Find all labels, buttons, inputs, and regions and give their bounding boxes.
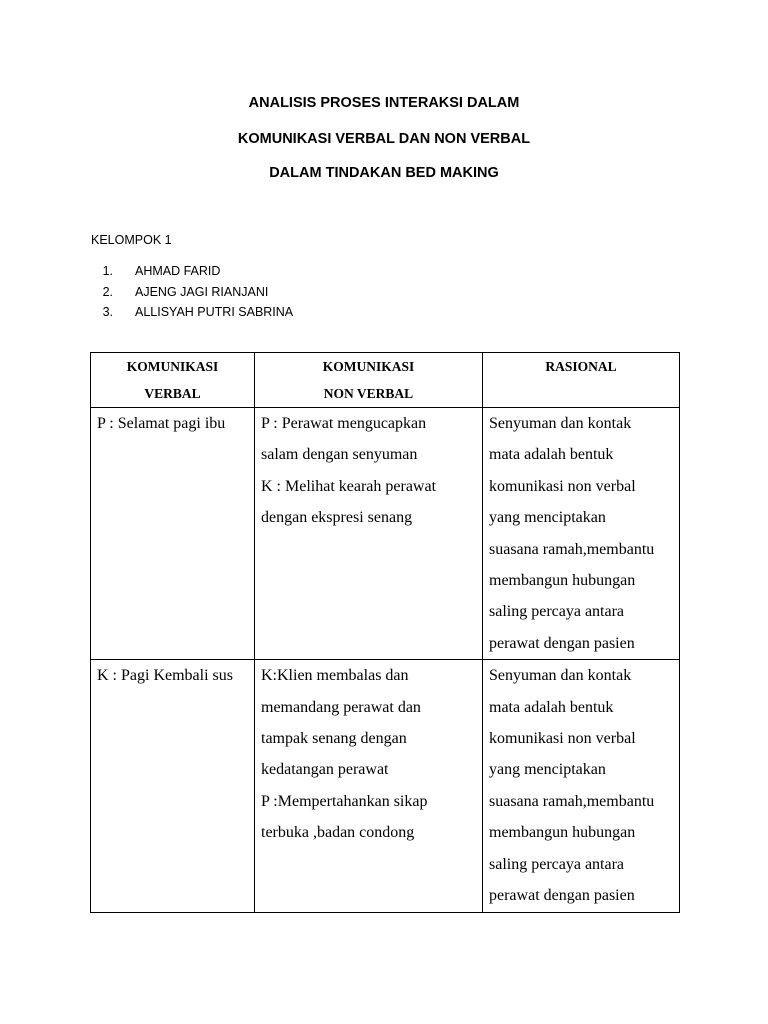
- header-rasional: [483, 353, 680, 408]
- document-title-line-1: ANALISIS PROSES INTERAKSI DALAM: [248, 95, 520, 111]
- cell-text-line: terbuka ,badan condong: [261, 824, 415, 842]
- group-label: KELOMPOK 1: [91, 233, 172, 247]
- header-line: KOMUNIKASI: [322, 359, 415, 374]
- header-line: RASIONAL: [545, 359, 617, 374]
- cell-text-line: yang menciptakan: [489, 761, 606, 779]
- table-row: [91, 408, 680, 660]
- header-line: VERBAL: [144, 386, 201, 401]
- cell-rasional: [483, 408, 680, 660]
- member-number: 1.: [102, 264, 113, 278]
- document-title-line-2: KOMUNIKASI VERBAL DAN NON VERBAL: [237, 131, 531, 147]
- cell-text-line: tampak senang dengan: [261, 730, 407, 748]
- cell-text-line: perawat dengan pasien: [489, 887, 635, 905]
- cell-text-line: saling percaya antara: [489, 855, 625, 873]
- cell-text-line: perawat dengan pasien: [489, 634, 635, 652]
- member-number: 3.: [102, 305, 113, 319]
- cell-text-line: P : Perawat mengucapkan: [261, 415, 427, 432]
- header-komunikasi-verbal: [91, 353, 255, 408]
- cell-verbal: [91, 408, 255, 660]
- cell-text-line: P :Mempertahankan sikap: [261, 792, 428, 810]
- cell-text-line: yang menciptakan: [489, 509, 606, 527]
- member-name: AJENG JAGI RIANJANI: [135, 284, 269, 299]
- header-komunikasi-non-verbal: [255, 353, 483, 408]
- member-name: AHMAD FARID: [135, 264, 221, 278]
- cell-text-line: komunikasi non verbal: [489, 730, 636, 748]
- cell-non-verbal: [255, 408, 483, 660]
- cell-text-line: saling percaya antara: [489, 603, 625, 621]
- cell-non-verbal: [255, 660, 483, 912]
- table-row: [91, 660, 680, 912]
- cell-text-line: P : Selamat pagi ibu: [97, 415, 226, 432]
- cell-text-line: suasana ramah,membantu: [489, 792, 655, 810]
- cell-text-line: Senyuman dan kontak: [489, 667, 632, 685]
- cell-text-line: kedatangan perawat: [261, 761, 389, 779]
- document-title-line-3: DALAM TINDAKAN BED MAKING: [269, 165, 499, 181]
- cell-text-line: K : Melihat kearah perawat: [261, 477, 437, 495]
- table-header-row: [91, 353, 680, 408]
- cell-text-line: K : Pagi Kembali sus: [97, 667, 233, 685]
- cell-text-line: membangun hubungan: [489, 572, 636, 590]
- cell-text-line: Senyuman dan kontak: [489, 415, 632, 432]
- cell-verbal: [91, 660, 255, 912]
- cell-text-line: komunikasi non verbal: [489, 477, 636, 495]
- analysis-table: [90, 352, 680, 913]
- member-number: 2.: [102, 284, 113, 299]
- cell-text-line: mata adalah bentuk: [489, 698, 614, 716]
- cell-text-line: mata adalah bentuk: [489, 446, 614, 464]
- cell-text-line: salam dengan senyuman: [261, 446, 418, 464]
- cell-text-line: K:Klien membalas dan: [261, 667, 409, 685]
- cell-rasional: [483, 660, 680, 912]
- header-line: NON VERBAL: [323, 386, 414, 401]
- cell-text-line: suasana ramah,membantu: [489, 540, 655, 558]
- cell-text-line: memandang perawat dan: [261, 698, 421, 716]
- member-name: ALLISYAH PUTRI SABRINA: [135, 305, 294, 319]
- header-line: KOMUNIKASI: [126, 359, 219, 374]
- cell-text-line: membangun hubungan: [489, 824, 636, 842]
- cell-text-line: dengan ekspresi senang: [261, 509, 413, 527]
